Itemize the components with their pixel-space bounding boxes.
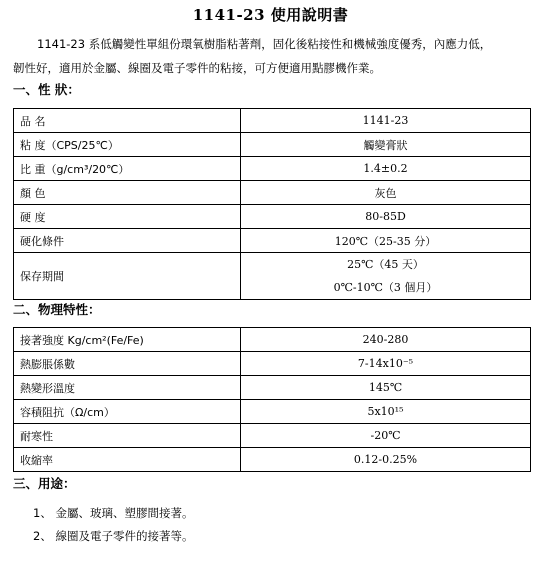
row-label: 比 重（g/cm³/20℃） [14, 157, 241, 181]
table-row [14, 133, 531, 157]
row-value: 7-14x10⁻⁵ [241, 352, 531, 376]
row-label: 熱膨脹係數 [14, 352, 241, 376]
row-label: 收縮率 [14, 448, 241, 472]
row-value [241, 253, 531, 300]
table-row [14, 376, 531, 400]
uses-list [33, 502, 193, 548]
table-row [14, 157, 531, 181]
table-row [14, 109, 531, 133]
row-value: 120℃（25-35 分） [241, 229, 531, 253]
row-value: 240-280 [241, 328, 531, 352]
row-value: 0.12-0.25% [241, 448, 531, 472]
row-value: 145℃ [241, 376, 531, 400]
properties-table [13, 108, 531, 300]
row-label: 保存期間 [14, 253, 241, 300]
list-item: 1、 金屬、玻璃、塑膠間接著。 [33, 506, 194, 520]
table-row [14, 328, 531, 352]
row-label: 耐寒性 [14, 424, 241, 448]
section-heading-uses: 三、用途： [13, 476, 76, 491]
section-heading-physical: 二、物理特性： [13, 302, 101, 317]
row-value: 觸變膏狀 [241, 133, 531, 157]
table-row [14, 205, 531, 229]
table-row [14, 424, 531, 448]
row-label: 容積阻抗（Ω/cm） [14, 400, 241, 424]
intro-line-1: 1141-23 系低觸變性單組份環氧樹脂粘著劑，固化後粘接性和機械強度優秀，內應力低， [37, 37, 492, 51]
row-value: -20℃ [241, 424, 531, 448]
row-label: 硬 度 [14, 205, 241, 229]
intro-line-2: 韌性好，適用於金屬、線圈及電子零件的粘接，可方便適用點膠機作業。 [13, 61, 381, 75]
row-value: 1.4±0.2 [241, 157, 531, 181]
section-heading-properties: 一、性 狀： [13, 82, 80, 97]
table-row [14, 181, 531, 205]
row-label: 熱變形溫度 [14, 376, 241, 400]
row-label: 硬化條件 [14, 229, 241, 253]
row-value: 5x10¹⁵ [241, 400, 531, 424]
list-item: 2、 線圈及電子零件的接著等。 [33, 529, 194, 543]
row-label: 粘 度（CPS/25℃） [14, 133, 241, 157]
table-row [14, 448, 531, 472]
table-row [14, 229, 531, 253]
row-value: 灰色 [241, 181, 531, 205]
row-label: 顏 色 [14, 181, 241, 205]
row-value: 1141-23 [241, 109, 531, 133]
row-value: 80-85D [241, 205, 531, 229]
table-row [14, 400, 531, 424]
table-row [14, 253, 531, 300]
row-label: 接著強度 Kg/cm²(Fe/Fe) [14, 328, 241, 352]
intro-paragraph [13, 32, 533, 80]
storage-value-cold: 0℃-10℃（3 個月） [333, 281, 438, 294]
document-title: 1141-23 使用說明書 [192, 6, 349, 24]
physical-table [13, 327, 531, 472]
table-row [14, 352, 531, 376]
storage-value-room-temp: 25℃（45 天） [347, 258, 424, 271]
row-label: 品 名 [14, 109, 241, 133]
